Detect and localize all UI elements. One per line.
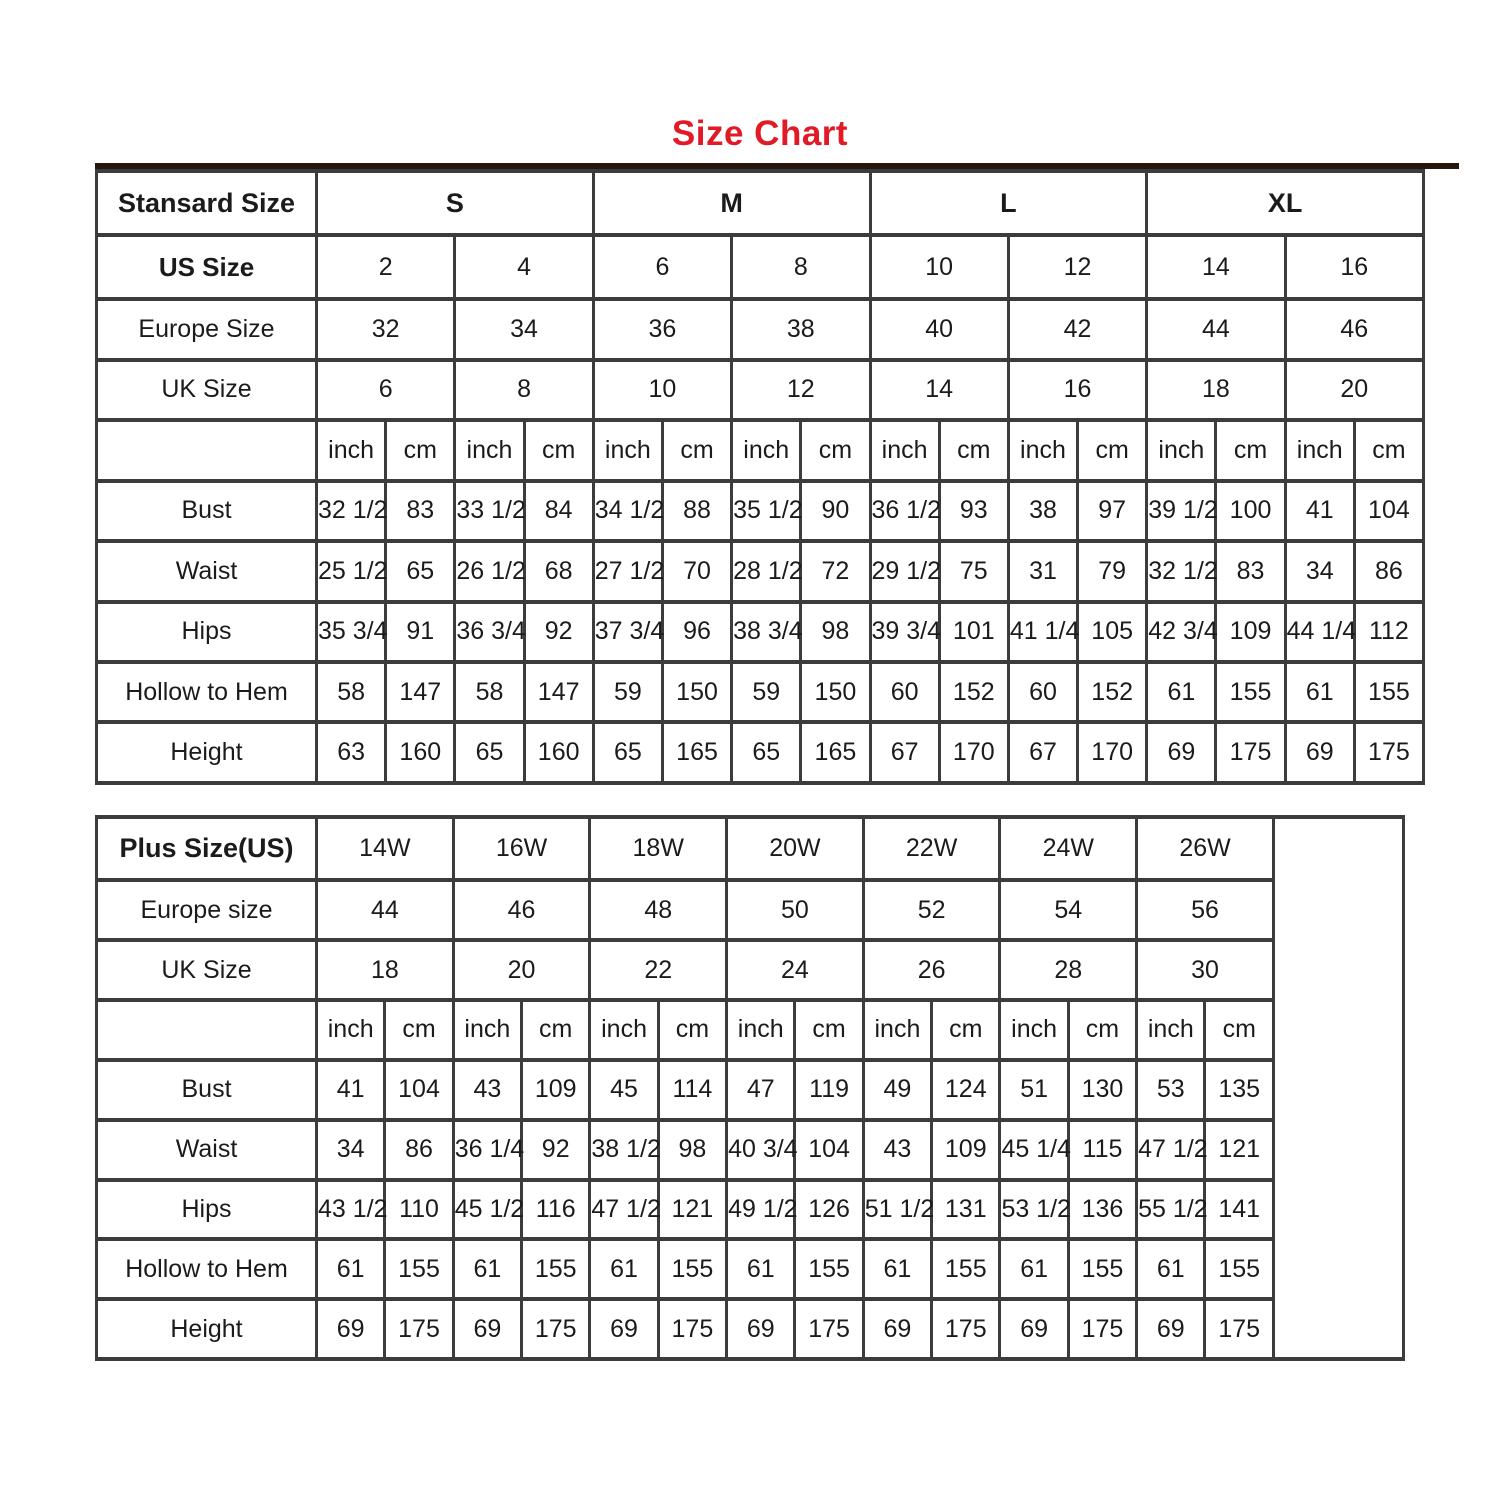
row-label: UK Size: [97, 940, 317, 1000]
measure-cell: 88: [662, 481, 731, 541]
measure-cell: 34: [1285, 541, 1354, 601]
measure-cell: 35 3/4: [317, 602, 386, 662]
measure-cell: 32 1/2: [1147, 541, 1216, 601]
row-label: Europe Size: [97, 299, 317, 359]
measure-cell: 38 1/2: [590, 1120, 658, 1180]
size-group-cell: 20W: [727, 817, 864, 880]
size-cell: 46: [1285, 299, 1423, 359]
measure-cell: 55 1/2: [1137, 1180, 1205, 1240]
measure-cell: 47 1/2: [590, 1180, 658, 1240]
measure-cell: 34 1/2: [593, 481, 662, 541]
measure-cell: 90: [801, 481, 870, 541]
measure-cell: 39 3/4: [870, 602, 939, 662]
corner-label: Plus Size(US): [97, 817, 317, 880]
measure-cell: 175: [1216, 722, 1285, 783]
size-group-cell: 22W: [863, 817, 1000, 880]
measure-cell: 155: [1205, 1239, 1274, 1299]
size-cell: 40: [870, 299, 1008, 359]
measure-cell: 47 1/2: [1137, 1120, 1205, 1180]
size-cell: 46: [453, 880, 590, 940]
measure-cell: 141: [1205, 1180, 1274, 1240]
measure-cell: 130: [1068, 1060, 1136, 1120]
size-cell: 54: [1000, 880, 1137, 940]
measure-cell: 58: [317, 662, 386, 722]
measure-cell: 28 1/2: [732, 541, 801, 601]
unit-cell: inch: [593, 420, 662, 480]
measure-cell: 70: [662, 541, 731, 601]
measure-cell: 135: [1205, 1060, 1274, 1120]
measure-cell: 170: [1078, 722, 1147, 783]
unit-cell: inch: [732, 420, 801, 480]
measure-cell: 72: [801, 541, 870, 601]
measure-cell: 51 1/2: [863, 1180, 931, 1240]
size-group-cell: 16W: [453, 817, 590, 880]
unit-cell: cm: [522, 1000, 590, 1060]
size-group-cell: 18W: [590, 817, 727, 880]
measure-cell: 69: [727, 1299, 795, 1359]
measure-cell: 61: [1147, 662, 1216, 722]
measure-cell: 86: [385, 1120, 453, 1180]
measure-cell: 68: [524, 541, 593, 601]
measure-cell: 45: [590, 1060, 658, 1120]
size-cell: 16: [1285, 235, 1423, 299]
measure-cell: 36 3/4: [455, 602, 524, 662]
measure-cell: 61: [590, 1239, 658, 1299]
measure-cell: 79: [1078, 541, 1147, 601]
corner-label: Stansard Size: [97, 171, 317, 235]
unit-cell: inch: [1000, 1000, 1068, 1060]
unit-cell: inch: [1008, 420, 1077, 480]
measure-cell: 155: [932, 1239, 1000, 1299]
measure-cell: 41 1/4: [1008, 602, 1077, 662]
measure-cell: 150: [662, 662, 731, 722]
measure-cell: 152: [939, 662, 1008, 722]
measure-cell: 41: [317, 1060, 385, 1120]
unit-cell: inch: [453, 1000, 521, 1060]
measure-cell: 91: [386, 602, 455, 662]
size-group-cell: S: [317, 171, 594, 235]
measure-cell: 61: [1137, 1239, 1205, 1299]
size-cell: 12: [732, 360, 870, 420]
measure-cell: 84: [524, 481, 593, 541]
measure-cell: 45 1/2: [453, 1180, 521, 1240]
size-cell: 38: [732, 299, 870, 359]
unit-cell: inch: [317, 1000, 385, 1060]
measure-cell: 69: [863, 1299, 931, 1359]
measure-cell: 39 1/2: [1147, 481, 1216, 541]
measure-cell: 175: [522, 1299, 590, 1359]
measure-cell: 131: [932, 1180, 1000, 1240]
measure-cell: 35 1/2: [732, 481, 801, 541]
measure-cell: 104: [1354, 481, 1423, 541]
size-cell: 10: [593, 360, 731, 420]
measure-cell: 61: [1285, 662, 1354, 722]
measure-cell: 53: [1137, 1060, 1205, 1120]
measure-cell: 60: [870, 662, 939, 722]
measure-cell: 115: [1068, 1120, 1136, 1180]
unit-cell: cm: [1205, 1000, 1274, 1060]
row-label: Bust: [97, 1060, 317, 1120]
size-cell: 28: [1000, 940, 1137, 1000]
measure-cell: 69: [1285, 722, 1354, 783]
measure-cell: 119: [795, 1060, 863, 1120]
row-label: Height: [97, 1299, 317, 1359]
measure-cell: 124: [932, 1060, 1000, 1120]
measure-cell: 121: [658, 1180, 726, 1240]
size-cell: 32: [317, 299, 455, 359]
measure-cell: 75: [939, 541, 1008, 601]
measure-cell: 160: [524, 722, 593, 783]
measure-cell: 65: [386, 541, 455, 601]
measure-cell: 33 1/2: [455, 481, 524, 541]
measure-cell: 32 1/2: [317, 481, 386, 541]
size-cell: 22: [590, 940, 727, 1000]
measure-cell: 175: [1354, 722, 1423, 783]
measure-cell: 152: [1078, 662, 1147, 722]
size-group-cell: XL: [1147, 171, 1424, 235]
measure-cell: 69: [1000, 1299, 1068, 1359]
measure-cell: 69: [1137, 1299, 1205, 1359]
measure-cell: 27 1/2: [593, 541, 662, 601]
size-group-cell: 14W: [317, 817, 454, 880]
measure-cell: 37 3/4: [593, 602, 662, 662]
page-title: Size Chart: [671, 114, 849, 153]
measure-cell: 29 1/2: [870, 541, 939, 601]
plus-size-table: [95, 815, 1405, 1361]
size-cell: 20: [453, 940, 590, 1000]
measure-cell: 26 1/2: [455, 541, 524, 601]
size-cell: 42: [1008, 299, 1146, 359]
measure-cell: 65: [455, 722, 524, 783]
measure-cell: 43 1/2: [317, 1180, 385, 1240]
measure-cell: 63: [317, 722, 386, 783]
row-label: Hips: [97, 1180, 317, 1240]
measure-cell: 98: [658, 1120, 726, 1180]
size-group-cell: 24W: [1000, 817, 1137, 880]
measure-cell: 121: [1205, 1120, 1274, 1180]
unit-cell: cm: [1068, 1000, 1136, 1060]
measure-cell: 98: [801, 602, 870, 662]
measure-cell: 69: [590, 1299, 658, 1359]
measure-cell: 47: [727, 1060, 795, 1120]
measure-cell: 155: [1354, 662, 1423, 722]
size-cell: 34: [455, 299, 593, 359]
measure-cell: 38 3/4: [732, 602, 801, 662]
unit-cell: inch: [1147, 420, 1216, 480]
measure-cell: 97: [1078, 481, 1147, 541]
size-cell: 18: [1147, 360, 1285, 420]
size-cell: 24: [727, 940, 864, 1000]
measure-cell: 31: [1008, 541, 1077, 601]
unit-cell: inch: [455, 420, 524, 480]
measure-cell: 114: [658, 1060, 726, 1120]
size-cell: 6: [317, 360, 455, 420]
size-group-cell: M: [593, 171, 870, 235]
empty-label-cell: [97, 1000, 317, 1060]
size-cell: 8: [732, 235, 870, 299]
row-label: Waist: [97, 541, 317, 601]
measure-cell: 109: [932, 1120, 1000, 1180]
measure-cell: 126: [795, 1180, 863, 1240]
size-cell: 14: [870, 360, 1008, 420]
measure-cell: 155: [795, 1239, 863, 1299]
measure-cell: 41: [1285, 481, 1354, 541]
measure-cell: 36 1/4: [453, 1120, 521, 1180]
measure-cell: 96: [662, 602, 731, 662]
measure-cell: 116: [522, 1180, 590, 1240]
unit-cell: inch: [590, 1000, 658, 1060]
unit-cell: cm: [1354, 420, 1423, 480]
row-label: UK Size: [97, 360, 317, 420]
size-cell: 2: [317, 235, 455, 299]
measure-cell: 38: [1008, 481, 1077, 541]
unit-cell: cm: [658, 1000, 726, 1060]
measure-cell: 104: [385, 1060, 453, 1120]
measure-cell: 147: [524, 662, 593, 722]
measure-cell: 165: [801, 722, 870, 783]
unit-cell: cm: [932, 1000, 1000, 1060]
measure-cell: 45 1/4: [1000, 1120, 1068, 1180]
measure-cell: 69: [453, 1299, 521, 1359]
unit-cell: cm: [1216, 420, 1285, 480]
empty-label-cell: [97, 420, 317, 480]
measure-cell: 65: [593, 722, 662, 783]
measure-cell: 69: [317, 1299, 385, 1359]
measure-cell: 49: [863, 1060, 931, 1120]
measure-cell: 150: [801, 662, 870, 722]
measure-cell: 110: [385, 1180, 453, 1240]
empty-cell: [1274, 817, 1404, 1359]
row-label: Waist: [97, 1120, 317, 1180]
size-cell: 48: [590, 880, 727, 940]
size-group-cell: 26W: [1137, 817, 1274, 880]
measure-cell: 175: [1205, 1299, 1274, 1359]
measure-cell: 155: [658, 1239, 726, 1299]
unit-cell: cm: [801, 420, 870, 480]
measure-cell: 175: [1068, 1299, 1136, 1359]
size-cell: 36: [593, 299, 731, 359]
unit-cell: inch: [727, 1000, 795, 1060]
size-cell: 26: [863, 940, 1000, 1000]
measure-cell: 65: [732, 722, 801, 783]
measure-cell: 109: [522, 1060, 590, 1120]
measure-cell: 69: [1147, 722, 1216, 783]
measure-cell: 112: [1354, 602, 1423, 662]
measure-cell: 160: [386, 722, 455, 783]
size-cell: 10: [870, 235, 1008, 299]
size-cell: 44: [1147, 299, 1285, 359]
size-cell: 6: [593, 235, 731, 299]
unit-cell: cm: [524, 420, 593, 480]
unit-cell: cm: [662, 420, 731, 480]
measure-cell: 43: [863, 1120, 931, 1180]
measure-cell: 61: [453, 1239, 521, 1299]
unit-cell: inch: [317, 420, 386, 480]
measure-cell: 155: [522, 1239, 590, 1299]
measure-cell: 100: [1216, 481, 1285, 541]
row-label: Hips: [97, 602, 317, 662]
measure-cell: 67: [870, 722, 939, 783]
size-cell: 30: [1137, 940, 1274, 1000]
row-label: Height: [97, 722, 317, 783]
measure-cell: 61: [317, 1239, 385, 1299]
measure-cell: 155: [1068, 1239, 1136, 1299]
measure-cell: 101: [939, 602, 1008, 662]
measure-cell: 136: [1068, 1180, 1136, 1240]
unit-cell: cm: [795, 1000, 863, 1060]
measure-cell: 67: [1008, 722, 1077, 783]
row-label: Hollow to Hem: [97, 662, 317, 722]
size-cell: 56: [1137, 880, 1274, 940]
measure-cell: 86: [1354, 541, 1423, 601]
measure-cell: 61: [863, 1239, 931, 1299]
measure-cell: 53 1/2: [1000, 1180, 1068, 1240]
row-label: Europe size: [97, 880, 317, 940]
measure-cell: 147: [386, 662, 455, 722]
measure-cell: 92: [524, 602, 593, 662]
measure-cell: 165: [662, 722, 731, 783]
row-label: Bust: [97, 481, 317, 541]
measure-cell: 155: [1216, 662, 1285, 722]
measure-cell: 34: [317, 1120, 385, 1180]
measure-cell: 44 1/4: [1285, 602, 1354, 662]
measure-cell: 93: [939, 481, 1008, 541]
measure-cell: 83: [386, 481, 455, 541]
measure-cell: 59: [732, 662, 801, 722]
measure-cell: 61: [1000, 1239, 1068, 1299]
measure-cell: 104: [795, 1120, 863, 1180]
unit-cell: cm: [1078, 420, 1147, 480]
size-cell: 44: [317, 880, 454, 940]
measure-cell: 25 1/2: [317, 541, 386, 601]
unit-cell: cm: [939, 420, 1008, 480]
measure-cell: 105: [1078, 602, 1147, 662]
size-cell: 50: [727, 880, 864, 940]
measure-cell: 61: [727, 1239, 795, 1299]
unit-cell: cm: [386, 420, 455, 480]
unit-cell: inch: [1285, 420, 1354, 480]
size-cell: 12: [1008, 235, 1146, 299]
size-cell: 52: [863, 880, 1000, 940]
row-label: US Size: [97, 235, 317, 299]
unit-cell: cm: [385, 1000, 453, 1060]
measure-cell: 51: [1000, 1060, 1068, 1120]
measure-cell: 59: [593, 662, 662, 722]
size-cell: 20: [1285, 360, 1423, 420]
measure-cell: 36 1/2: [870, 481, 939, 541]
size-cell: 4: [455, 235, 593, 299]
measure-cell: 175: [658, 1299, 726, 1359]
measure-cell: 43: [453, 1060, 521, 1120]
row-label: Hollow to Hem: [97, 1239, 317, 1299]
measure-cell: 175: [932, 1299, 1000, 1359]
unit-cell: inch: [870, 420, 939, 480]
unit-cell: inch: [863, 1000, 931, 1060]
standard-size-table: [95, 169, 1425, 785]
size-cell: 18: [317, 940, 454, 1000]
measure-cell: 175: [795, 1299, 863, 1359]
measure-cell: 42 3/4: [1147, 602, 1216, 662]
measure-cell: 170: [939, 722, 1008, 783]
size-cell: 16: [1008, 360, 1146, 420]
unit-cell: inch: [1137, 1000, 1205, 1060]
measure-cell: 92: [522, 1120, 590, 1180]
measure-cell: 40 3/4: [727, 1120, 795, 1180]
size-cell: 8: [455, 360, 593, 420]
size-group-cell: L: [870, 171, 1147, 235]
size-cell: 14: [1147, 235, 1285, 299]
measure-cell: 175: [385, 1299, 453, 1359]
measure-cell: 155: [385, 1239, 453, 1299]
measure-cell: 58: [455, 662, 524, 722]
measure-cell: 109: [1216, 602, 1285, 662]
measure-cell: 83: [1216, 541, 1285, 601]
measure-cell: 49 1/2: [727, 1180, 795, 1240]
measure-cell: 60: [1008, 662, 1077, 722]
